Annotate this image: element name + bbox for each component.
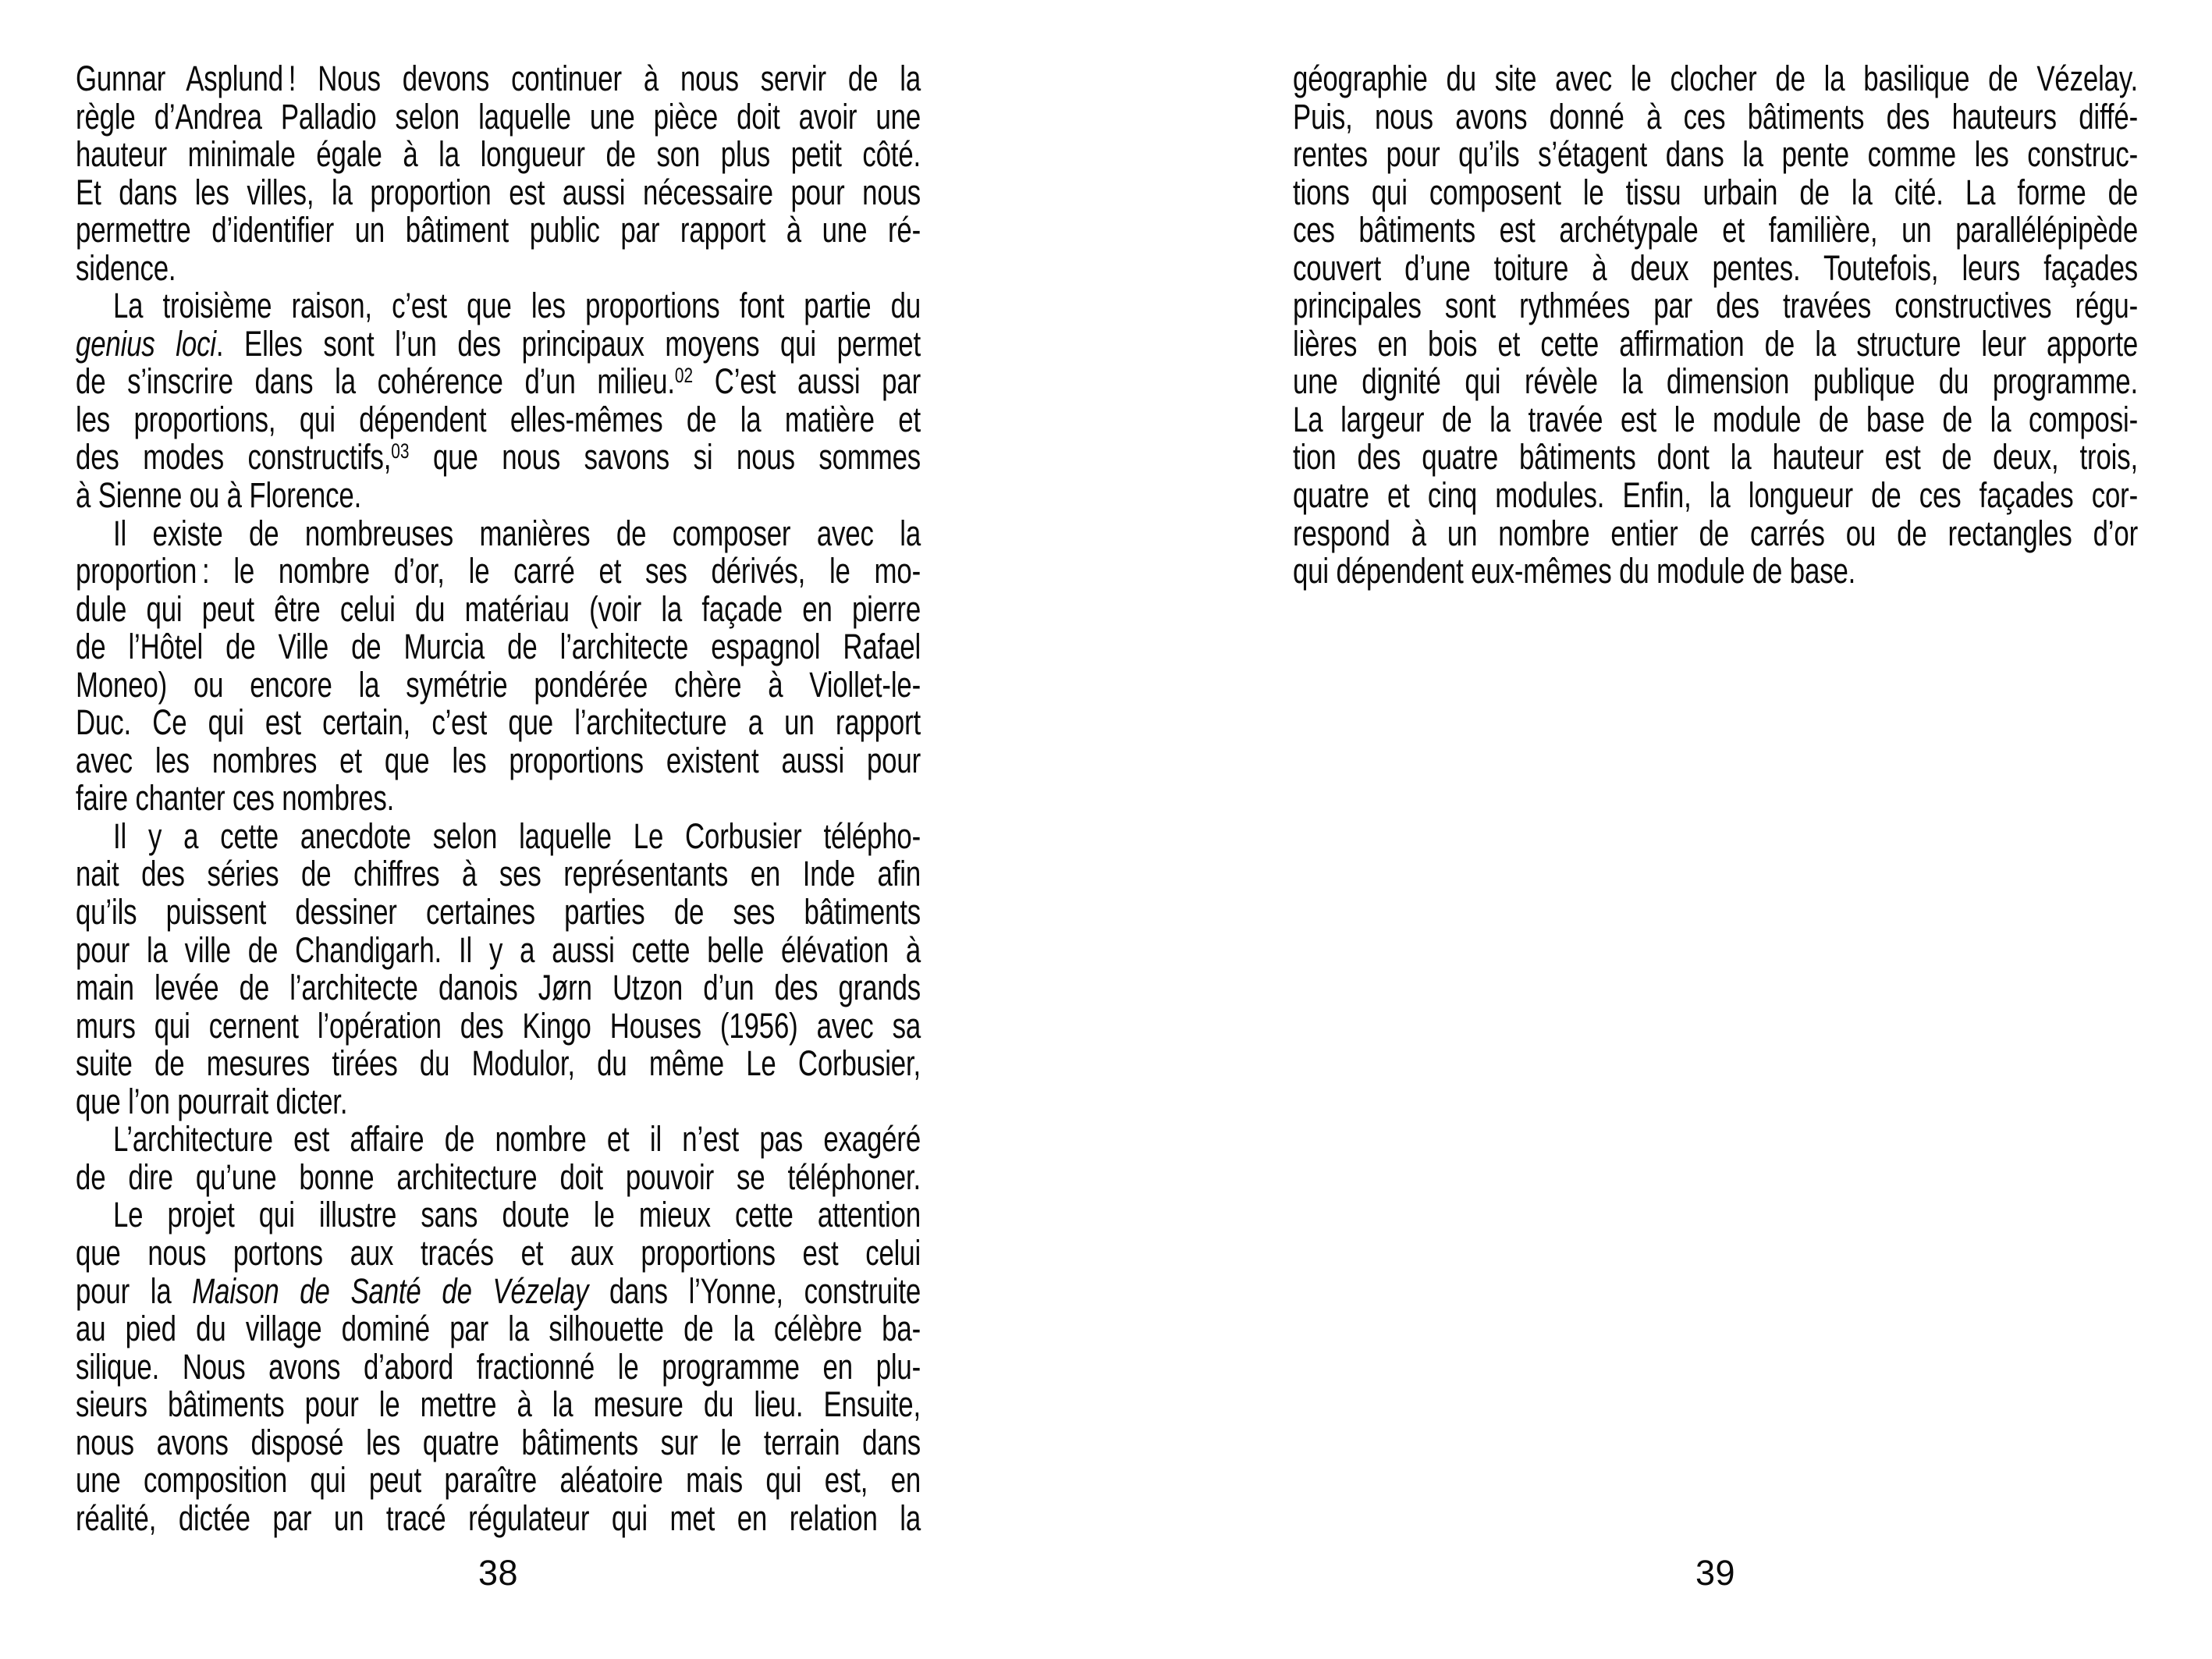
text-segment: C’est aussi par [693,361,921,402]
text-line [76,136,921,174]
text-segment: règle d’Andrea Palladio selon laquelle une pièce doit avoir une [76,96,921,137]
text-segment: les proportions, qui dépendent elles-mêmes de la matière et [76,399,921,439]
text-line [1293,515,2138,553]
text-segment: Duc. Ce qui est certain, c’est que l’architecture a un rapport [76,702,921,743]
text-segment: . Elles sont l’un des principaux moyens qui permet [215,323,921,364]
text-line [1293,477,2138,515]
text-line [1293,247,2139,288]
text-segment: sidence. [76,247,176,288]
text-line [76,515,921,553]
text-segment: une composition qui peut paraître aléatoire mais qui est, en [76,1460,921,1501]
text-segment: La largeur de la travée est le module de base de la composi- [1293,399,2139,439]
text-segment: pour la ville de Chandigarh. Il y a aussi cette belle élévation à [76,929,921,970]
text-column-left [76,60,921,1537]
text-line [76,552,921,591]
text-line [76,1348,921,1387]
text-line [76,1424,921,1462]
text-segment: murs qui cernent l’opération des Kingo Houses (1956) avec sa [76,1005,921,1046]
text-line [76,174,921,212]
text-segment: à Sienne ou à Florence. [76,475,362,516]
text-segment: silique. Nous avons d’abord fractionné le programme en plu- [76,1346,921,1387]
text-segment: une dignité qui révèle la dimension publique du programme. [1293,361,2139,402]
text-line [76,969,921,1007]
text-line [1293,211,2138,250]
text-line [1293,401,2138,439]
text-line [1293,363,2138,401]
text-line [76,60,921,98]
text-line [76,742,921,780]
text-segment: des modes constructifs, [76,437,392,478]
text-segment: tion des quatre bâtiments dont la hauteur est de deux, trois, [1293,437,2139,478]
text-segment: nait des séries de chiffres à ses représentants en Inde afin [76,854,921,894]
text-segment: Et dans les villes, la proportion est aussi nécessaire pour nous [76,172,921,212]
page-number-left: 38 [478,1553,519,1593]
text-segment: proportion : le nombre d’or, le carré et ses dérivés, le mo- [76,551,921,591]
text-segment: pour la [76,1270,193,1311]
text-segment: L’architecture est affaire de nombre et il n’est pas exagéré [112,1119,921,1160]
text-segment: permettre d’identifier un bâtiment public par rapport à une ré- [76,210,921,250]
text-line [76,1007,921,1046]
text-line [76,666,921,705]
text-line [76,1462,921,1500]
text-line [76,477,921,515]
italic-term: Maison de Santé de Vézelay [192,1270,589,1311]
text-segment: faire chanter ces nombres. [76,778,395,819]
text-line [76,1497,921,1538]
text-line [1293,287,2138,325]
text-segment: couvert d’une toiture à deux pentes. Toutefois, leurs façades [1293,247,2139,288]
text-line [76,363,921,401]
text-column-right [1293,60,2138,591]
text-line [1293,174,2138,212]
text-line [76,628,921,666]
text-segment: que l’on pourrait dicter. [76,1081,348,1121]
text-line [76,1156,921,1197]
text-line [76,704,921,742]
text-line [76,780,921,818]
text-line [76,1310,921,1348]
text-segment: rentes pour qu’ils s’étagent dans la pente comme les construc- [1293,134,2139,175]
text-segment: Il y a cette anecdote selon laquelle Le Corbusier télépho- [112,815,921,856]
text-segment: de l’Hôtel de Ville de Murcia de l’architecte espagnol Rafael [76,627,921,667]
text-line [76,1386,921,1424]
text-line [76,855,921,893]
text-line [76,1045,921,1083]
text-segment: Le projet qui illustre sans doute le mieux cette attention [112,1195,921,1235]
text-segment: géographie du site avec le clocher de la basilique de Vézelay. [1293,59,2139,98]
text-segment: La troisième raison, c’est que les proportions font partie du [112,286,921,326]
text-segment: lières en bois et cette affirmation de la structure leur apporte [1293,323,2139,364]
text-line [76,588,921,629]
text-segment: Il existe de nombreuses manières de composer avec la [112,513,921,553]
text-segment: dans l’Yonne, construite [588,1270,921,1311]
text-segment: respond à un nombre entier de carrés ou de rectangles d’or [1293,513,2139,553]
text-line [76,1234,921,1273]
text-line [76,247,921,288]
text-line [1293,136,2138,174]
text-segment: principales sont rythmées par des travées constructives régu- [1293,286,2139,326]
text-line [1293,98,2138,137]
text-line [76,325,921,364]
text-segment: sieurs bâtiments pour le mettre à la mesure du lieu. Ensuite, [76,1384,921,1425]
text-line [76,1270,921,1311]
text-segment: réalité, dictée par un tracé régulateur qui met en relation la [76,1497,921,1538]
text-segment: ces bâtiments est archétypale et familière, un parallélépipède [1293,210,2139,250]
text-segment: que nous portons aux tracés et aux proportions est celui [76,1232,921,1273]
text-segment: que nous savons si nous sommes [409,437,921,478]
text-segment: qu’ils puissent dessiner certaines parties de ses bâtiments [76,892,921,933]
text-segment: qui dépendent eux-mêmes du module de base. [1293,551,1856,591]
text-segment: de dire qu’une bonne architecture doit pouvoir se téléphoner. [76,1156,921,1197]
footnote-marker: 03 [391,439,410,464]
footnote-marker: 02 [674,364,694,388]
text-line [76,1121,921,1159]
text-line [76,1196,921,1234]
text-line [76,929,921,970]
text-segment: dule qui peut être celui du matériau (voir la façade en pierre [76,588,921,629]
italic-term: genius loci [76,323,216,364]
text-line [76,1083,921,1121]
text-line [76,815,921,856]
text-line [76,211,921,250]
text-segment: Gunnar Asplund ! Nous devons continuer à nous servir de la [76,59,921,98]
text-line [76,287,921,325]
text-line [76,401,921,439]
text-segment: de s’inscrire dans la cohérence d’un milieu. [76,361,675,402]
text-segment: hauteur minimale égale à la longueur de son plus petit côté. [76,134,921,175]
text-segment: suite de mesures tirées du Modulor, du même Le Corbusier, [76,1043,921,1084]
text-line [1293,439,2138,477]
text-line [1293,552,2138,591]
text-segment: au pied du village dominé par la silhouette de la célèbre ba- [76,1309,921,1349]
text-segment: main levée de l’architecte danois Jørn Utzon d’un des grands [76,968,921,1008]
text-line [76,893,921,932]
text-line [1293,60,2138,98]
text-segment: avec les nombres et que les proportions existent aussi pour [76,740,921,780]
text-segment: Moneo) ou encore la symétrie pondérée chère à Viollet-le- [76,664,921,705]
text-line [76,439,921,477]
text-line [1293,325,2138,364]
text-line [76,98,921,137]
text-segment: nous avons disposé les quatre bâtiments sur le terrain dans [76,1422,921,1462]
text-segment: quatre et cinq modules. Enfin, la longueur de ces façades cor- [1293,475,2139,516]
text-segment: tions qui composent le tissu urbain de la cité. La forme de [1293,172,2139,212]
text-segment: Puis, nous avons donné à ces bâtiments des hauteurs diffé- [1293,96,2139,137]
page-number-right: 39 [1695,1553,1736,1593]
